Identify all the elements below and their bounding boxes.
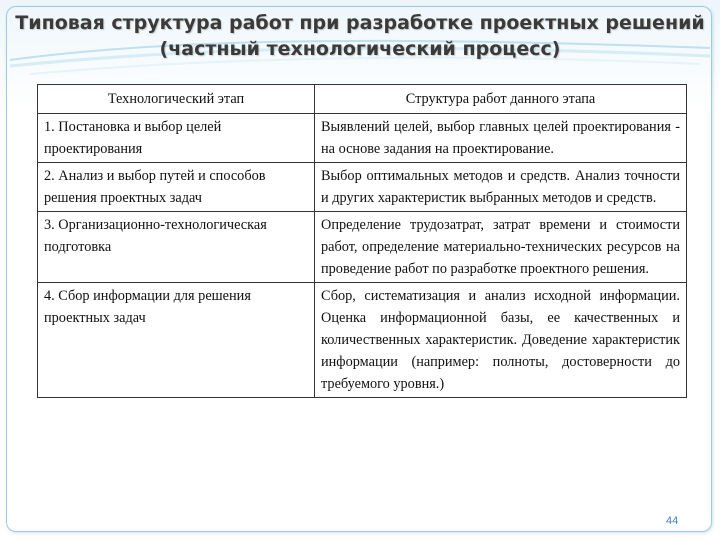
cell-stage: 4. Сбор информации для решения проектных задач: [38, 283, 315, 398]
cell-structure: Определение трудозатрат, затрат времени и стоимости работ, определение материально-технических ресурсов на проведение работ по разработке проектного решения.: [315, 212, 687, 283]
header-structure: Структура работ данного этапа: [315, 85, 687, 114]
cell-structure: Выбор оптимальных методов и средств. Анализ точности и других характеристик выбранных методов и средств.: [315, 163, 687, 212]
header-stage: Технологический этап: [38, 85, 315, 114]
stages-table: [37, 84, 687, 398]
title-line-1: Типовая структура работ при разработке проектных решений: [15, 12, 705, 34]
cell-stage: 2. Анализ и выбор путей и способов решения проектных задач: [38, 163, 315, 212]
cell-structure: Выявлений целей, выбор главных целей проектирования - на основе задания на проектирование.: [315, 114, 687, 163]
table-header-row: [38, 85, 687, 114]
cell-structure: Сбор, систематизация и анализ исходной информации. Оценка информационной базы, ее качественных и количественных характеристик. Доведение характеристик информации (например: полноты, достоверности до требуемого уровня.): [315, 283, 687, 398]
cell-stage: 3. Организационно-технологическая подготовка: [38, 212, 315, 283]
page-number: 44: [666, 515, 679, 527]
table-row: [38, 114, 687, 163]
title-line-2: (частный технологический процесс): [159, 38, 561, 60]
table-row: [38, 163, 687, 212]
table-row: [38, 212, 687, 283]
table-row: [38, 283, 687, 398]
slide-title: [14, 10, 706, 62]
cell-stage: 1. Постановка и выбор целей проектирования: [38, 114, 315, 163]
